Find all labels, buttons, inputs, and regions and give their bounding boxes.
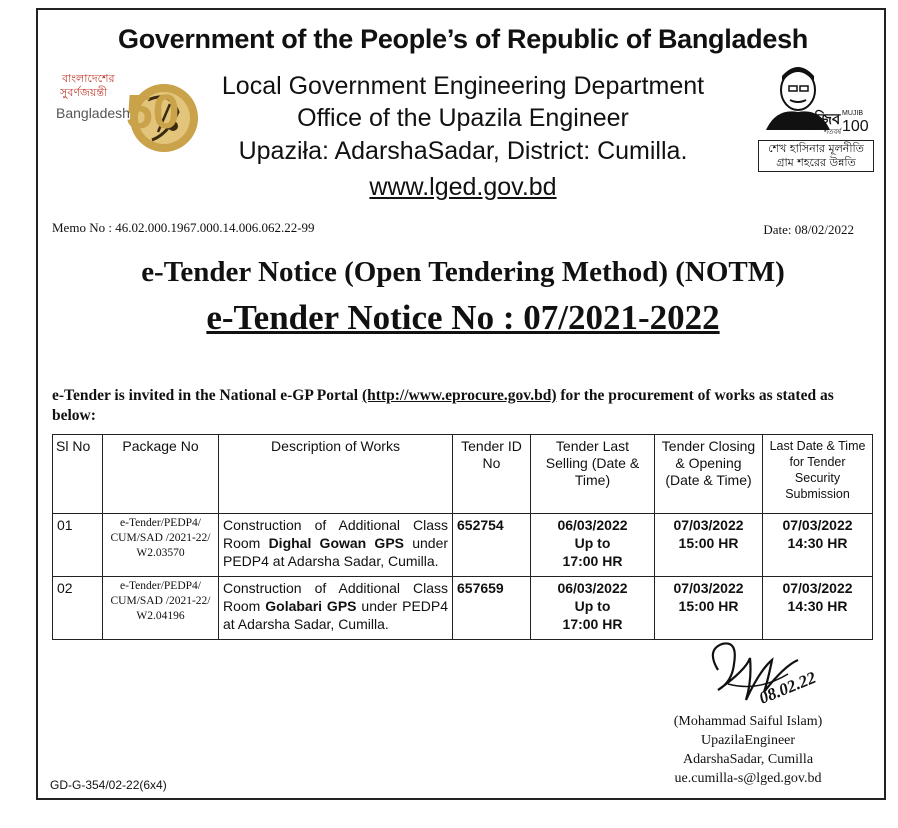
signer-email[interactable]: ue.cumilla-s@lged.gov.bd xyxy=(674,771,822,786)
selling-time: 17:00 HR xyxy=(562,553,623,569)
logo-bengali-text-2: সুবর্ণজয়ন্তী xyxy=(60,86,108,99)
security-date: 07/03/2022 xyxy=(782,517,853,533)
row-closing xyxy=(655,514,763,577)
header-sl: Sl No xyxy=(53,435,103,514)
mujib-100-number: 100 xyxy=(842,118,869,135)
header-last-selling: Tender Last Selling (Date & Time) xyxy=(531,435,655,514)
signer-office: AdarshaSadar, Cumilla xyxy=(682,752,814,767)
row-selling xyxy=(531,577,655,640)
bangladesh-50-logo xyxy=(52,60,202,170)
signature-date: 08.02.22 xyxy=(756,667,819,708)
row-selling xyxy=(531,514,655,577)
office-heading: Office of the Upazila Engineer xyxy=(297,104,629,132)
row-package: e-Tender/PEDP4/ CUM/SAD /2021-22/ W2.03570 xyxy=(103,514,219,577)
closing-time: 15:00 HR xyxy=(678,535,739,551)
header-security: Last Date & Time for Tender Security Submission xyxy=(763,435,873,514)
selling-date: 06/03/2022 xyxy=(557,517,628,533)
eprocure-link[interactable]: (http://www.eprocure.gov.bd) xyxy=(362,387,557,404)
mujib-century-text: শতবর্ষ xyxy=(824,128,842,136)
desc-text-after: under PEDP4 at Adarsha Sadar, Cumilla. xyxy=(223,535,449,569)
mujib-caption-line1: শেখ হাসিনার মূলনীতি xyxy=(768,142,864,155)
desc-text: Construction of Additional Class Room xyxy=(223,517,448,551)
handwritten-signature-icon xyxy=(688,630,848,725)
security-time: 14:30 HR xyxy=(787,535,848,551)
website-link[interactable]: www.lged.gov.bd xyxy=(369,173,557,201)
selling-time: 17:00 HR xyxy=(562,616,623,632)
security-time: 14:30 HR xyxy=(787,598,848,614)
desc-school: Golabari GPS xyxy=(265,598,357,614)
header-description: Description of Works xyxy=(219,435,453,514)
table-header-row xyxy=(53,435,873,514)
notice-frame xyxy=(36,8,886,800)
signer-name: (Mohammad Saiful Islam) xyxy=(673,714,823,729)
mujib-100-logo xyxy=(756,60,880,175)
desc-school: Dighal Gowan GPS xyxy=(268,535,404,551)
department-heading: Local Government Engineering Department xyxy=(221,72,705,100)
header-package: Package No xyxy=(103,435,219,514)
desc-text-after: under PEDP4 at Adarsha Sadar, Cumilla. xyxy=(223,598,449,632)
bangladesh-50-emblem-icon xyxy=(52,60,202,170)
mujib-caption-line2: গ্রাম শহরের উন্নতি xyxy=(776,156,856,169)
notice-number: e-Tender Notice No : 07/2021-2022 xyxy=(206,298,720,337)
closing-date: 07/03/2022 xyxy=(673,580,744,596)
row-security xyxy=(763,514,873,577)
header-tender-id: Tender ID No xyxy=(453,435,531,514)
header-closing: Tender Closing & Opening (Date & Time) xyxy=(655,435,763,514)
intro-paragraph xyxy=(52,386,872,426)
signature-area xyxy=(688,630,848,725)
row-description xyxy=(219,514,453,577)
footer-code: GD-G-354/02-22(6x4) xyxy=(50,778,167,792)
signer-block xyxy=(648,712,848,788)
security-date: 07/03/2022 xyxy=(782,580,853,596)
closing-date: 07/03/2022 xyxy=(673,517,744,533)
table-row xyxy=(53,514,873,577)
tender-table xyxy=(52,434,873,640)
selling-upto: Up to xyxy=(574,535,611,551)
logo-bangladesh-label: Bangladesh xyxy=(56,105,130,121)
intro-text-before: e-Tender is invited in the National e-GP Portal xyxy=(52,387,362,404)
selling-date: 06/03/2022 xyxy=(557,580,628,596)
row-tender-id: 657659 xyxy=(453,577,531,640)
signer-designation: UpazilaEngineer xyxy=(700,733,796,748)
logo-number-50: 50 xyxy=(126,86,180,139)
row-tender-id: 652754 xyxy=(453,514,531,577)
logo-bengali-text-1: বাংলাদেশের xyxy=(62,72,115,85)
selling-upto: Up to xyxy=(574,598,611,614)
mujib-caption-box xyxy=(758,140,874,172)
mujib-bengali-text: মুজিব xyxy=(806,110,841,128)
row-sl: 02 xyxy=(53,577,103,640)
desc-text: Construction of Additional Class Room xyxy=(223,580,448,614)
row-package: e-Tender/PEDP4/ CUM/SAD /2021-22/ W2.04196 xyxy=(103,577,219,640)
government-heading: Government of the People’s of Republic of Bangladesh xyxy=(118,24,808,54)
closing-time: 15:00 HR xyxy=(678,598,739,614)
location-heading: Upaziła: AdarshaSadar, District: Cumilla. xyxy=(238,137,688,165)
mujib-small-text: MUJIB xyxy=(842,110,863,117)
notice-date: Date: 08/02/2022 xyxy=(763,222,854,237)
notice-title: e-Tender Notice (Open Tendering Method) (NOTM) xyxy=(141,256,785,288)
row-description xyxy=(219,577,453,640)
intro-text-after: for the procurement of works as stated as below: xyxy=(52,387,834,424)
row-sl: 01 xyxy=(53,514,103,577)
memo-number: Memo No : 46.02.000.1967.000.14.006.062.22-99 xyxy=(52,220,315,235)
